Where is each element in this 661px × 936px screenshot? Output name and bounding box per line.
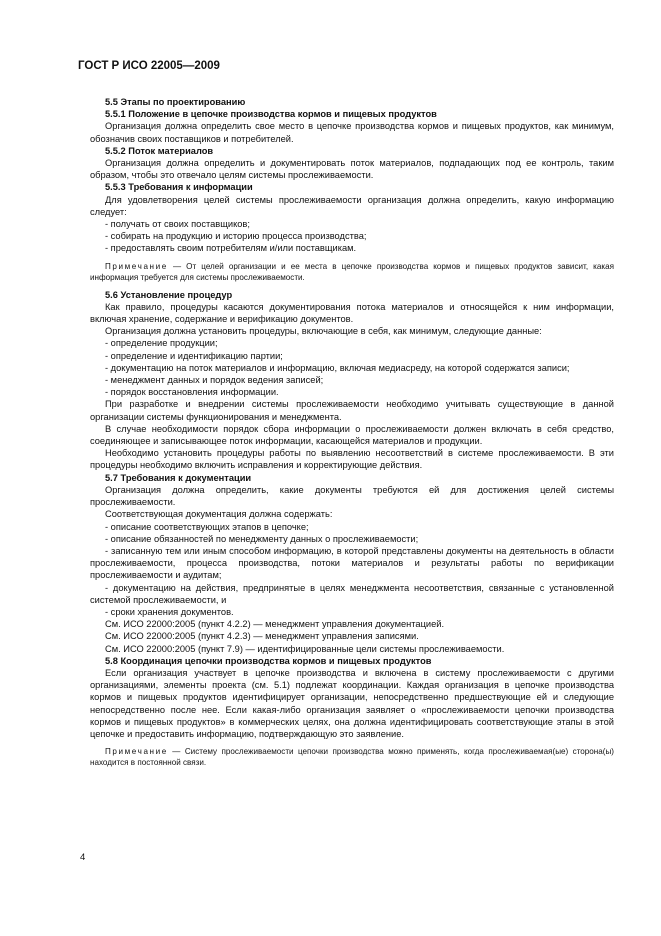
section-heading: 5.5 Этапы по проектированию <box>105 97 246 107</box>
paragraph: Как правило, процедуры касаются документирования потока материалов и относящейся к ним информации, включая хранение, содержание и верификацию документов. <box>90 301 614 325</box>
note-label: Примечание <box>105 747 168 757</box>
note-label: Примечание <box>105 261 168 271</box>
paragraph: Организация должна определить, какие документы требуются ей для достижения целей системы прослеживаемости. <box>90 484 614 508</box>
paragraph: Организация должна определить свое место в цепочке производства кормов и пищевых продуктов, как минимум, обозначив своих поставщиков и потребителей. <box>90 121 614 144</box>
list-item: - записанную тем или иным способом информацию, в которой представлены документы на деятельность в области прослеживаемости, процесса производства, потоки материалов и результаты работы по верификации прослеживаемости и аудитам; <box>90 545 614 581</box>
list-item: - документацию на действия, предпринятые в целях менеджмента несоответствия, связанные с установленной системой прослеживаемости, и <box>90 582 614 605</box>
list-item: - описание соответствующих этапов в цепочке; <box>105 521 309 532</box>
paragraph: Необходимо установить процедуры работы по выявлению несоответствий в системе прослеживаемости. В эти процедуры необходимо включить исправления и корректирующие действия. <box>90 448 614 471</box>
paragraph: Для удовлетворения целей системы прослеживаемости организация должна определить, какую информацию следует: <box>90 194 614 217</box>
note <box>90 746 614 768</box>
list-item: - собирать на продукцию и историю процесса производства; <box>105 231 367 242</box>
document-body <box>90 96 614 774</box>
list-item: - менеджмент данных и порядок ведения записей; <box>105 375 324 386</box>
paragraph: При разработке и внедрении системы прослеживаемости необходимо учитывать существующие в данной организации системы функционирования и менеджмента. <box>90 399 614 422</box>
page-number: 4 <box>80 852 86 863</box>
list-item: - сроки хранения документов. <box>105 606 234 617</box>
paragraph: См. ИСО 22000:2005 (пункт 4.2.3) — менеджмент управления записями. <box>105 631 419 642</box>
list-item: - определение и идентификацию партии; <box>105 350 283 361</box>
paragraph: Соответствующая документация должна содержать: <box>105 509 333 520</box>
document-header: ГОСТ Р ИСО 22005—2009 <box>78 60 220 72</box>
list-item: - описание обязанностей по менеджменту данных о прослеживаемости; <box>105 533 419 544</box>
section-heading: 5.6 Установление процедур <box>105 289 233 300</box>
paragraph: См. ИСО 22000:2005 (пункт 7.9) — идентифицированные цели системы прослеживаемости. <box>105 643 505 654</box>
section-heading: 5.5.1 Положение в цепочке производства кормов и пищевых продуктов <box>105 109 437 120</box>
section-heading: 5.8 Координация цепочки производства кормов и пищевых продуктов <box>105 655 432 666</box>
list-item: - порядок восстановления информации. <box>105 387 279 398</box>
section-heading: 5.5.3 Требования к информации <box>105 182 253 193</box>
list-item: - предоставлять своим потребителям и/или поставщикам. <box>105 243 357 254</box>
paragraph: Если организация участвует в цепочке производства и включена в систему прослеживаемости с другими организациями, элементы проекта (см. 5.1) подлежат координации. Каждая организация в цепочке производства кормов и пищевых продуктов идентифицирует организации, непосредственно предшествующие ей и следующие непосредственно после нее. Если какая-либо организация заявляет о «прослеживаемости цепочки производства кормов и пищевых продуктов» в коммерческих целях, она должна идентифицировать соответствующие этапы в этой цепочке и предоставить информацию, подтверждающую это заявление. <box>90 667 614 739</box>
note-text: — От целей организации и ее места в цепочке производства кормов и пищевых продуктов зависит, какая информация требуется для системы прослеживаемости. <box>90 261 614 282</box>
note <box>90 261 614 283</box>
paragraph: В случае необходимости порядок сбора информации о прослеживаемости должен включать в себя средство, соединяющее и записывающее поток информации, касающейся материалов и продукции. <box>90 423 614 447</box>
note-text: — Систему прослеживаемости цепочки производства можно применять, когда прослеживаемая(ые) сторона(ы) находится в постоянной связи. <box>90 747 614 768</box>
list-item: - получать от своих поставщиков; <box>105 219 250 230</box>
paragraph: Организация должна установить процедуры, включающие в себя, как минимум, следующие данные: <box>105 326 542 337</box>
section-heading: 5.5.2 Поток материалов <box>105 145 214 156</box>
list-item: - документацию на поток материалов и информацию, включая медиасреду, на которой содержатся записи; <box>105 362 570 373</box>
paragraph: См. ИСО 22000:2005 (пункт 4.2.2) — менеджмент управления документацией. <box>105 619 445 630</box>
paragraph: Организация должна определить и документировать поток материалов, подпадающих под ее контроль, таким образом, чтобы это отвечало целям системы прослеживаемости. <box>90 158 614 181</box>
section-heading: 5.7 Требования к документации <box>105 472 252 483</box>
list-item: - определение продукции; <box>105 338 218 349</box>
